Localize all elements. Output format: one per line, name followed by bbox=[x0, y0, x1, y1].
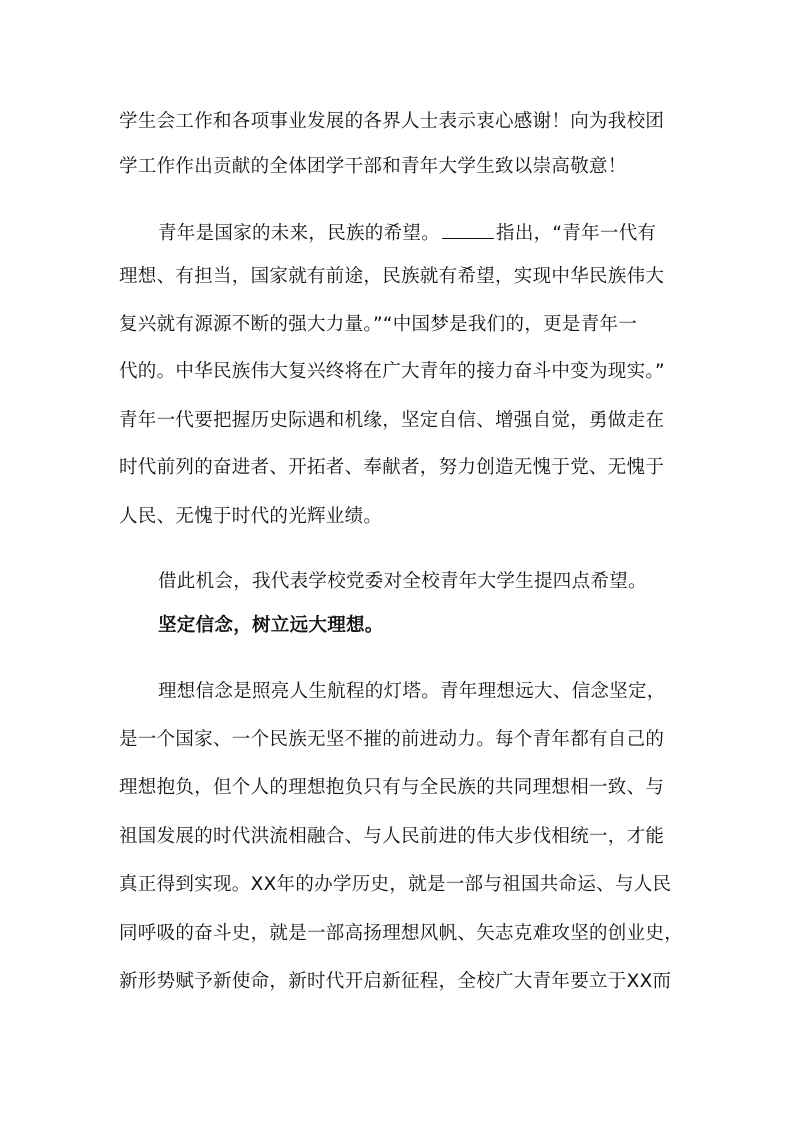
text-line: 代的。中华民族伟大复兴终将在广大青年的接力奋斗中变为现实。” bbox=[119, 361, 665, 382]
text-line: 祖国发展的时代洪流相融合、与人民前进的伟大步伐相统一，才能 bbox=[119, 826, 665, 847]
text-line: 同呼吸的奋斗史，就是一部高扬理想风帆、矢志克难攻坚的创业史， bbox=[119, 923, 684, 944]
text-line bbox=[158, 220, 738, 246]
text-line: 青年一代要把握历史际遇和机缘，坚定自信、增强自觉，勇做走在 bbox=[119, 410, 665, 431]
text-line: 理想抱负，但个人的理想抱负只有与全民族的共同理想相一致、与 bbox=[119, 777, 665, 798]
text-line: 时代前列的奋进者、开拓者、奉献者，努力创造无愧于党、无愧于 bbox=[119, 457, 665, 478]
text-line: 理想、有担当，国家就有前途，民族就有希望，实现中华民族伟大 bbox=[119, 266, 665, 287]
text-segment: 青年是国家的未来，民族的希望。 bbox=[158, 223, 441, 244]
text-line: 理想信念是照亮人生航程的灯塔。青年理想远大、信念坚定， bbox=[158, 681, 666, 702]
text-segment: 指出，“青年一代有 bbox=[496, 223, 657, 244]
blank-underline bbox=[442, 220, 494, 239]
section-heading: 坚定信念，树立远大理想。 bbox=[158, 615, 384, 636]
text-line: 借此机会，我代表学校党委对全校青年大学生提四点希望。 bbox=[158, 571, 647, 592]
text-line: 学生会工作和各项事业发展的各界人士表示衷心感谢！向为我校团 bbox=[119, 111, 665, 132]
text-line: 是一个国家、一个民族无坚不摧的前进动力。每个青年都有自己的 bbox=[119, 729, 665, 750]
text-line: 人民、无愧于时代的光辉业绩。 bbox=[119, 506, 383, 527]
text-line: 学工作作出贡献的全体团学干部和青年大学生致以崇高敬意！ bbox=[119, 156, 627, 177]
text-line: 真正得到实现。XX年的办学历史，就是一部与祖国共命运、与人民 bbox=[119, 874, 672, 895]
text-line: 新形势赋予新使命，新时代开启新征程，全校广大青年要立于XX而 bbox=[119, 971, 672, 992]
text-line: 复兴就有源源不断的强大力量。”“中国梦是我们的，更是青年一 bbox=[119, 314, 638, 335]
